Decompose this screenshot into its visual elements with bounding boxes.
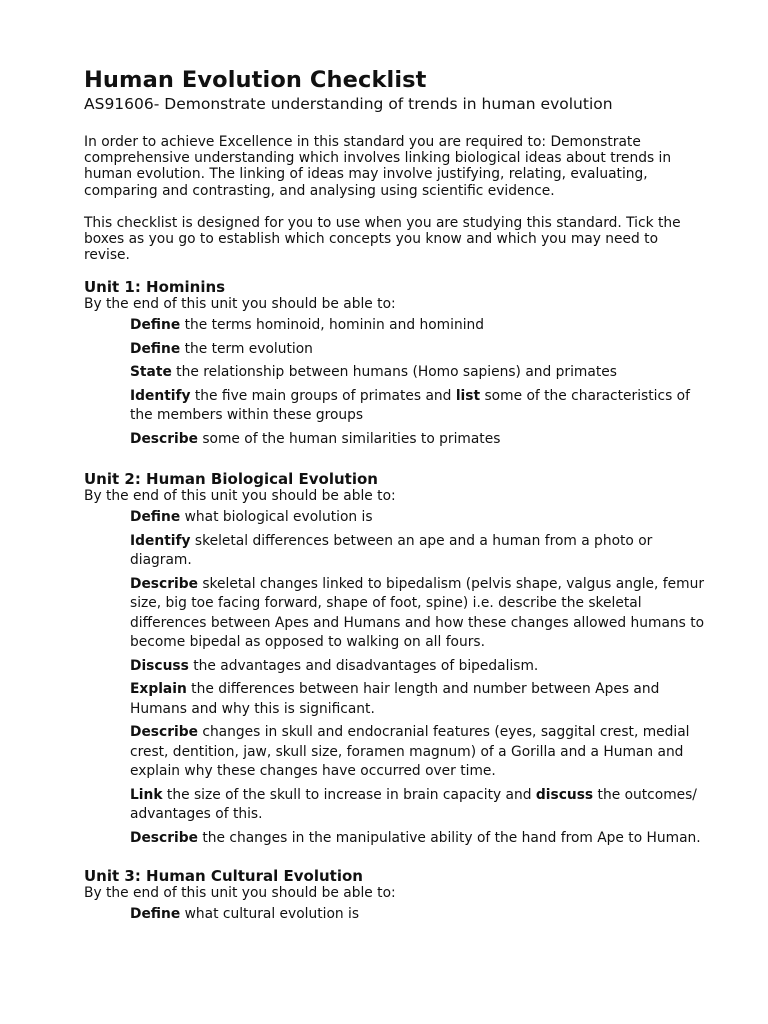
objective-item xyxy=(130,340,708,360)
objective-verb: Describe xyxy=(130,575,198,592)
objective-text: changes in skull and endocranial features (eyes, saggital crest, medial crest, dentition, jaw, skull size, foramen magnum) of a Gorilla and a Human and explain why these changes have occurred over time. xyxy=(130,724,690,780)
objective-item xyxy=(130,786,708,825)
checklist-paragraph: This checklist is designed for you to use when you are studying this standard. Tick the boxes as you go to establish which concepts you know and which you may need to revise. xyxy=(84,214,681,264)
unit-intro: By the end of this unit you should be able to: xyxy=(84,885,396,902)
objective-text-2: some of the characteristics of the members within these groups xyxy=(130,387,690,424)
objective-text: the terms hominoid, hominin and hominind xyxy=(180,317,485,334)
objective-text: skeletal changes linked to bipedalism (pelvis shape, valgus angle, femur size, big toe facing forward, shape of foot, spine) i.e. describe the skeletal differences between Apes and Humans and how these changes allowed humans to become bipedal as opposed to walking on all fours. xyxy=(130,575,705,651)
objective-text: the differences between hair length and number between Apes and Humans and why this is significant. xyxy=(130,681,660,717)
objective-item xyxy=(130,829,708,849)
objective-item xyxy=(130,430,708,450)
unit-3-section xyxy=(84,867,708,925)
objective-item xyxy=(130,363,708,383)
objective-list xyxy=(84,508,708,848)
unit-title: Unit 1: Hominins xyxy=(84,278,226,297)
objective-item xyxy=(130,723,708,782)
objective-item xyxy=(130,575,708,653)
objective-text-2: the outcomes/ advantages of this. xyxy=(130,786,697,823)
objective-text: the advantages and disadvantages of bipedalism. xyxy=(188,657,539,674)
page-title: Human Evolution Checklist xyxy=(84,67,427,93)
objective-text: skeletal differences between an ape and a human from a photo or diagram. xyxy=(130,532,653,569)
objective-text: the five main groups of primates and xyxy=(190,387,456,404)
objective-item xyxy=(130,680,708,719)
objective-item xyxy=(130,905,708,925)
objective-verb: Discuss xyxy=(130,657,189,674)
objective-verb: Define xyxy=(130,906,181,923)
objective-text: the changes in the manipulative ability of the hand from Ape to Human. xyxy=(197,829,701,846)
objective-verb: State xyxy=(130,364,172,381)
unit-title: Unit 3: Human Cultural Evolution xyxy=(84,867,363,886)
objective-text: what cultural evolution is xyxy=(180,906,360,923)
objective-verb-2: discuss xyxy=(535,786,594,803)
objective-verb: Describe xyxy=(130,724,198,741)
unit-1-section xyxy=(84,278,708,449)
objective-verb: Define xyxy=(130,317,181,334)
objective-verb: Identify xyxy=(130,532,191,549)
objective-verb: Describe xyxy=(130,829,198,846)
objective-text: the term evolution xyxy=(180,340,313,357)
objective-verb: Define xyxy=(130,509,181,526)
objective-item xyxy=(130,657,708,677)
objective-item xyxy=(130,316,708,336)
objective-text: the size of the skull to increase in brain capacity and xyxy=(162,786,536,803)
objective-text: what biological evolution is xyxy=(180,509,373,526)
objective-item xyxy=(130,508,708,528)
objective-verb: Define xyxy=(130,340,181,357)
unit-2-section xyxy=(84,470,708,848)
objective-verb: Describe xyxy=(130,430,198,447)
objective-verb: Identify xyxy=(130,387,191,404)
objective-list xyxy=(84,316,708,449)
intro-paragraph: In order to achieve Excellence in this standard you are required to: Demonstrate comprehensive understanding which involves linking biological ideas about trends in human evolution. The linking of ideas may involve justifying, relating, evaluating, comparing and contrasting, and analysing using scientific evidence. xyxy=(84,134,672,199)
objective-text: some of the human similarities to primates xyxy=(197,430,501,447)
objective-list xyxy=(84,905,708,925)
objective-verb: Link xyxy=(130,786,163,803)
objective-verb: Explain xyxy=(130,681,187,698)
objective-item xyxy=(130,387,708,426)
unit-intro: By the end of this unit you should be able to: xyxy=(84,296,396,313)
objective-text: the relationship between humans (Homo sapiens) and primates xyxy=(171,364,617,381)
objective-item xyxy=(130,532,708,571)
unit-title: Unit 2: Human Biological Evolution xyxy=(84,470,378,489)
objective-verb-2: list xyxy=(455,387,481,404)
page-subtitle: AS91606- Demonstrate understanding of trends in human evolution xyxy=(84,95,613,113)
unit-intro: By the end of this unit you should be able to: xyxy=(84,488,396,505)
